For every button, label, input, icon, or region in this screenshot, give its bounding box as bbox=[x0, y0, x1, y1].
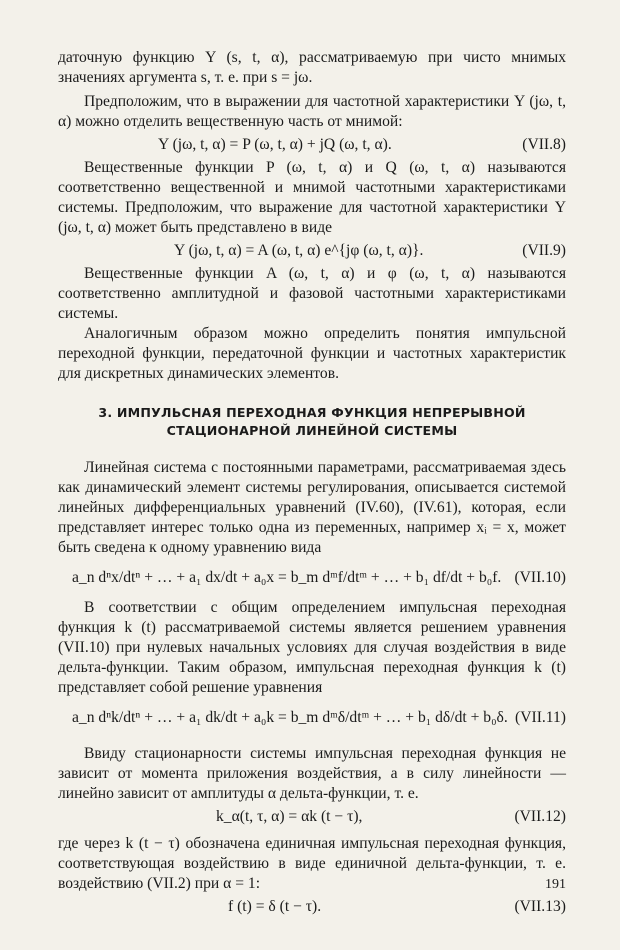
paragraph-9: где через k (t − τ) обозначена единичная импульсная переходная функция, соответствующая воздействию в виде единичной дельта-функции, т. е. воздействию (VII.2) при α = 1: bbox=[58, 835, 566, 892]
paragraph-6: Линейная система с постоянными параметрами, рассматриваемая здесь как динамический элемент системы регулирования, описывается системой линейных дифференциальных уравнений (IV.60), (IV.61), которая, если представляет интерес только одна из переменных, например xᵢ = x, может быть сведена к одному уравнению вида bbox=[58, 459, 566, 556]
formula-vii-8 bbox=[58, 132, 566, 158]
formula-vii-11-number: (VII.11) bbox=[515, 709, 566, 726]
formula-vii-10-number: (VII.10) bbox=[514, 569, 566, 586]
formula-vii-12-number: (VII.12) bbox=[514, 808, 566, 825]
formula-vii-13-number: (VII.13) bbox=[514, 898, 566, 915]
paragraph-4: Вещественные функции A (ω, t, α) и φ (ω, t, α) называются соответственно амплитудной и фазовой частотными характеристиками системы. bbox=[58, 265, 566, 322]
paragraph-7: В соответствии с общим определением импульсная переходная функция k (t) рассматриваемой системы является решением уравнения (VII.10) при нулевых начальных условиях для случая воздействия в виде дельта-функции. Таким образом, импульсная переходная функция k (t) представляет собой решение уравнения bbox=[58, 599, 566, 696]
book-page bbox=[58, 48, 566, 920]
paragraph-1: даточную функцию Y (s, t, α), рассматриваемую при чисто мнимых значениях аргумента s, т. е. при s = jω. bbox=[58, 49, 566, 86]
section-title: 3. ИМПУЛЬСНАЯ ПЕРЕХОДНАЯ ФУНКЦИЯ НЕПРЕРЫВНОЙ СТАЦИОНАРНОЙ ЛИНЕЙНОЙ СИСТЕМЫ bbox=[98, 405, 526, 438]
page-number: 191 bbox=[545, 877, 566, 892]
formula-vii-13 bbox=[58, 894, 566, 920]
formula-vii-10-expr: a_n dⁿx/dtⁿ + … + a₁ dx/dt + a₀x = b_m dᵐf/dtᵐ + … + b₁ df/dt + b₀f. bbox=[72, 569, 502, 586]
formula-vii-8-expr: Y (jω, t, α) = P (ω, t, α) + jQ (ω, t, α). bbox=[158, 136, 392, 153]
formula-vii-12 bbox=[58, 804, 566, 830]
formula-vii-11-expr: a_n dⁿk/dtⁿ + … + a₁ dk/dt + a₀k = b_m dᵐδ/dtᵐ + … + b₁ dδ/dt + b₀δ. bbox=[72, 709, 508, 726]
formula-vii-11 bbox=[58, 698, 566, 738]
formula-vii-12-expr: k_α(t, τ, α) = αk (t − τ), bbox=[216, 808, 363, 825]
formula-vii-9-number: (VII.9) bbox=[522, 242, 566, 259]
formula-vii-10 bbox=[58, 558, 566, 598]
paragraph-8: Ввиду стационарности системы импульсная переходная функция не зависит от момента приложения воздействия, а в силу линейности — линейно зависит от амплитуды α дельта-функции, т. е. bbox=[58, 745, 566, 802]
formula-vii-9-expr: Y (jω, t, α) = A (ω, t, α) e^{jφ (ω, t, α)}. bbox=[174, 242, 424, 259]
paragraph-3: Вещественные функции P (ω, t, α) и Q (ω, t, α) называются соответственно вещественной и мнимой частотными характеристиками системы. Предположим, что выражение для частотной характеристики Y (jω, t, α) может быть представлено в виде bbox=[58, 159, 566, 236]
formula-vii-13-expr: f (t) = δ (t − τ). bbox=[228, 898, 322, 915]
paragraph-5: Аналогичным образом можно определить понятия импульсной переходной функции, передаточной функции и частотных характеристик для дискретных динамических элементов. bbox=[58, 325, 566, 382]
formula-vii-8-number: (VII.8) bbox=[522, 136, 566, 153]
formula-vii-9 bbox=[58, 238, 566, 264]
paragraph-2: Предположим, что в выражении для частотной характеристики Y (jω, t, α) можно отделить вещественную часть от мнимой: bbox=[58, 93, 566, 130]
